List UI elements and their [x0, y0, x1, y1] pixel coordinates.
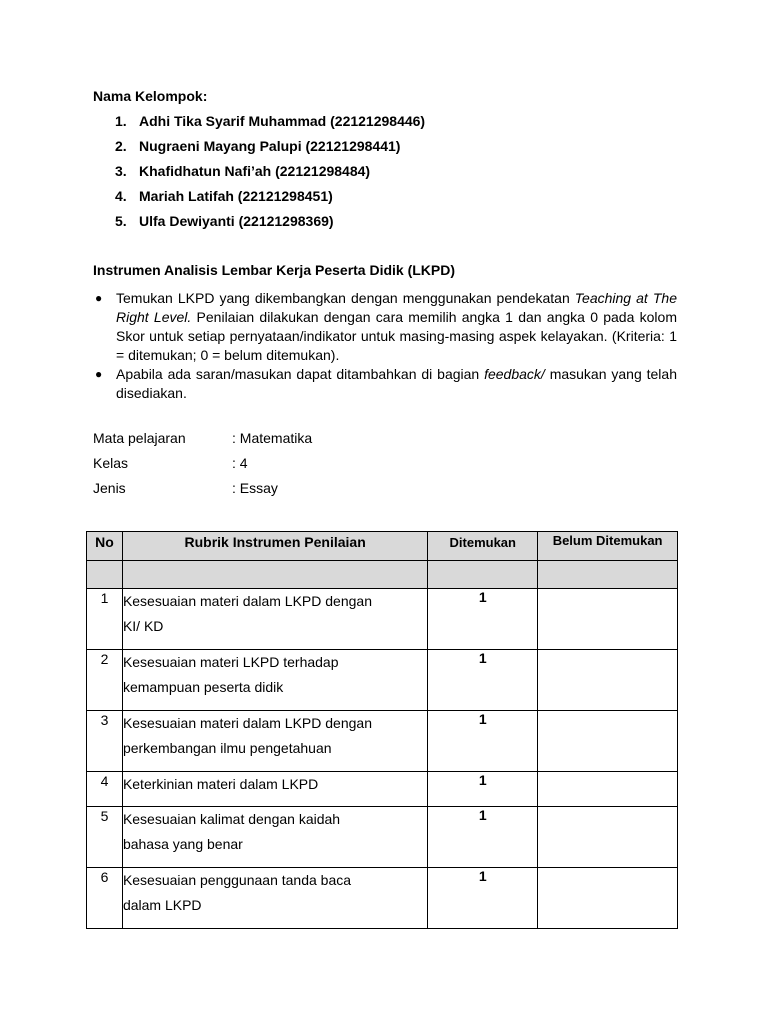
list-item	[115, 186, 425, 211]
bullet-emphasis: feedback/	[484, 366, 545, 382]
cell-not-found	[538, 868, 678, 929]
table-row	[87, 868, 678, 929]
meta-label: Mata pelajaran	[93, 430, 186, 446]
bullet-emphasis: Teaching at The Right Level.	[116, 290, 677, 325]
member-name: Adhi Tika Syarif Muhammad (22121298446)	[139, 113, 426, 129]
cell-rubric	[122, 589, 427, 650]
header-label: Ditemukan	[449, 535, 516, 550]
member-list	[115, 111, 425, 236]
rubric-table	[86, 531, 678, 929]
cell-found: 1	[428, 772, 538, 807]
table-row	[87, 711, 678, 772]
bullet-text-part: masukan yang telah disediakan.	[116, 366, 677, 401]
list-number: 5.	[115, 213, 127, 229]
list-number: 1.	[115, 113, 127, 129]
bullet-text-part: Penilaian dilakukan dengan cara memilih angka 1 dan angka 0 pada kolom Skor untuk setiap pernyataan/indikator untuk masing-masing aspek kelayakan. (Kriteria: 1 = ditemukan; 0 = belum ditemukan).	[116, 309, 677, 363]
cell-not-found	[538, 807, 678, 868]
group-title: Nama Kelompok:	[93, 88, 208, 104]
member-name: Ulfa Dewiyanti (22121298369)	[139, 213, 334, 229]
list-item	[115, 161, 425, 186]
cell-found: 1	[428, 807, 538, 868]
rubric-line: kemampuan peserta didik	[122, 679, 284, 695]
rubric-line: Kesesuaian materi dalam LKPD dengan	[122, 593, 372, 609]
cell-found: 1	[428, 868, 538, 929]
header-no	[87, 532, 123, 561]
bullet-text	[116, 289, 677, 365]
cell-no: 4	[87, 772, 123, 807]
header-rubric	[122, 532, 427, 561]
blank-cell	[428, 561, 538, 589]
cell-not-found	[538, 711, 678, 772]
member-name: Nugraeni Mayang Palupi (22121298441)	[139, 138, 401, 154]
instruction-bullets	[93, 289, 677, 403]
meta-value: : Essay	[232, 480, 278, 496]
list-number: 4.	[115, 188, 127, 204]
bullet-text-part: Apabila ada saran/masukan dapat ditambahkan di bagian	[116, 366, 485, 382]
cell-no: 5	[87, 807, 123, 868]
meta-row-type	[93, 478, 312, 503]
rubric-line: KI/ KD	[122, 618, 164, 634]
cell-no: 6	[87, 868, 123, 929]
rubric-line: perkembangan ilmu pengetahuan	[122, 740, 332, 756]
blank-cell	[87, 561, 123, 589]
header-label: Rubrik Instrumen Penilaian	[184, 534, 366, 550]
rubric-line: Keterkinian materi dalam LKPD	[122, 776, 319, 792]
rubric-line: Kesesuaian kalimat dengan kaidah	[122, 811, 341, 827]
bullet-icon: ●	[95, 291, 103, 305]
cell-rubric	[122, 868, 427, 929]
bullet-text-part: Temukan LKPD yang dikembangkan dengan menggunakan pendekatan	[116, 290, 575, 306]
cell-not-found	[538, 650, 678, 711]
member-name: Khafidhatun Nafi’ah (22121298484)	[139, 163, 371, 179]
cell-no: 3	[87, 711, 123, 772]
table-header-row	[87, 532, 678, 561]
rubric-line: dalam LKPD	[122, 897, 202, 913]
rubric-line: Kesesuaian penggunaan tanda baca	[122, 872, 352, 888]
cell-rubric	[122, 807, 427, 868]
cell-rubric	[122, 650, 427, 711]
meta-row-subject	[93, 428, 312, 453]
table-row	[87, 807, 678, 868]
meta-value: : Matematika	[232, 430, 313, 446]
table-row	[87, 772, 678, 807]
header-label: Belum Ditemukan	[552, 533, 663, 548]
list-number: 2.	[115, 138, 127, 154]
instrument-title: Instrumen Analisis Lembar Kerja Peserta Didik (LKPD)	[93, 262, 456, 278]
rubric-line: bahasa yang benar	[122, 836, 243, 852]
cell-rubric	[122, 772, 427, 807]
cell-no: 1	[87, 589, 123, 650]
list-item	[115, 136, 425, 161]
header-not-found	[538, 532, 678, 561]
rubric-line: Kesesuaian materi dalam LKPD dengan	[122, 715, 372, 731]
table-row	[87, 650, 678, 711]
meta-value: : 4	[232, 455, 248, 471]
table-blank-row	[87, 561, 678, 589]
bullet-icon: ●	[95, 367, 103, 381]
header-label: No	[95, 534, 114, 550]
cell-not-found	[538, 772, 678, 807]
cell-not-found	[538, 589, 678, 650]
table-row	[87, 589, 678, 650]
blank-cell	[122, 561, 427, 589]
blank-cell	[538, 561, 678, 589]
header-found	[428, 532, 538, 561]
rubric-line: Kesesuaian materi LKPD terhadap	[122, 654, 339, 670]
meta-row-class	[93, 453, 312, 478]
bullet-text	[116, 365, 677, 403]
member-name: Mariah Latifah (22121298451)	[139, 188, 333, 204]
bullet-item	[93, 365, 677, 403]
cell-rubric	[122, 711, 427, 772]
cell-no: 2	[87, 650, 123, 711]
list-number: 3.	[115, 163, 127, 179]
cell-found: 1	[428, 650, 538, 711]
list-item	[115, 111, 425, 136]
cell-found: 1	[428, 589, 538, 650]
meta-label: Kelas	[93, 455, 129, 471]
meta-label: Jenis	[93, 480, 126, 496]
list-item	[115, 211, 425, 236]
bullet-item	[93, 289, 677, 365]
meta-info	[93, 428, 312, 503]
cell-found: 1	[428, 711, 538, 772]
